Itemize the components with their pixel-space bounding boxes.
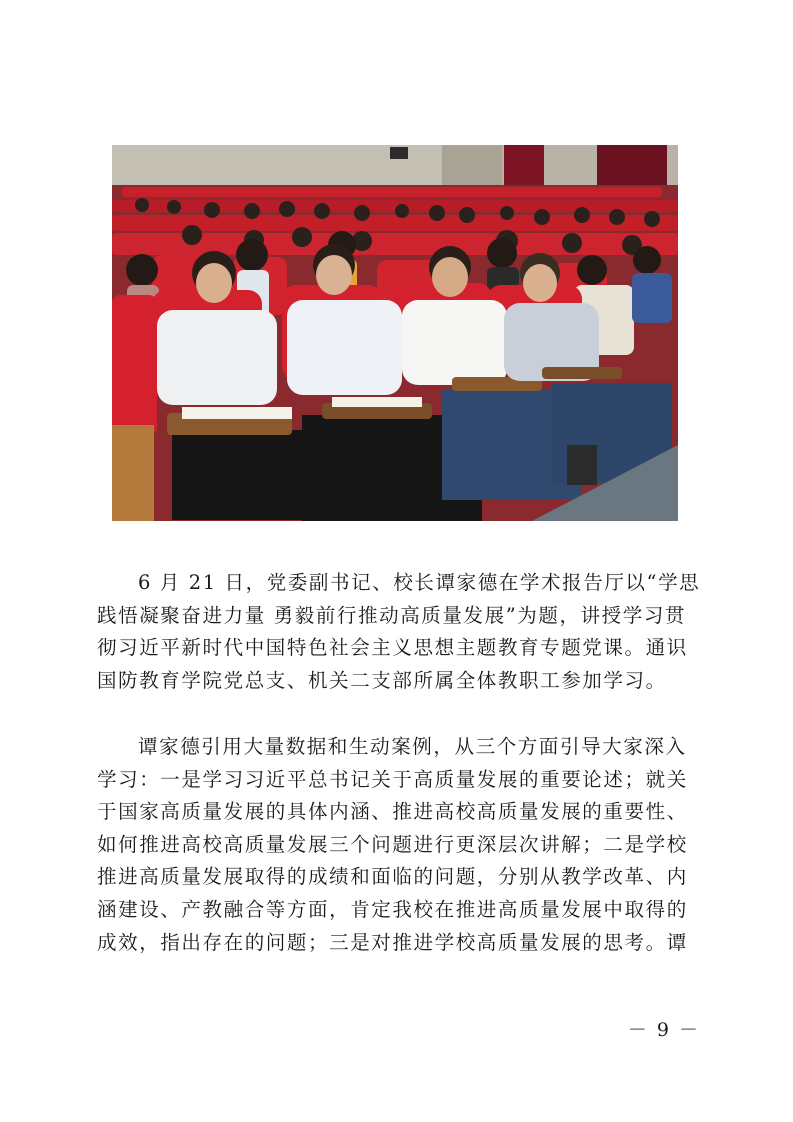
paragraph-1-line: 践悟凝聚奋进力量 勇毅前行推动高质量发展”为题，讲授学习贯: [97, 603, 687, 627]
paragraph-2-line: 学习：一是学习习近平总书记关于高质量发展的重要论述；就关: [97, 767, 688, 791]
paragraph-2: [97, 731, 697, 959]
paragraph-1-line: 6 月 21 日，党委副书记、校长谭家德在学术报告厅以“学思: [138, 571, 701, 594]
paragraph-2-line: 涵建设、产教融合等方面，肯定我校在推进高质量发展中取得的: [97, 897, 688, 921]
page-number: － 9 －: [627, 1019, 700, 1041]
paragraph-1: [97, 567, 701, 697]
audience-illustration: [112, 145, 678, 521]
paragraph-1-line: 国防教育学院党总支、机关二支部所属全体教职工参加学习。: [97, 668, 667, 692]
paragraph-1-line: 彻习近平新时代中国特色社会主义思想主题教育专题党课。通识: [97, 636, 688, 660]
lecture-hall-photo: [112, 145, 678, 521]
paragraph-2-line: 于国家高质量发展的具体内涵、推进高校高质量发展的重要性、: [97, 800, 688, 824]
paragraph-2-line: 如何推进高校高质量发展三个问题进行更深层次讲解；二是学校: [97, 832, 688, 856]
paragraph-2-line: 推进高质量发展取得的成绩和面临的问题，分别从教学改革、内: [97, 865, 688, 889]
paragraph-2-line: 谭家德引用大量数据和生动案例，从三个方面引导大家深入: [138, 735, 687, 758]
paragraph-2-line: 成效，指出存在的问题；三是对推进学校高质量发展的思考。谭: [97, 930, 688, 954]
